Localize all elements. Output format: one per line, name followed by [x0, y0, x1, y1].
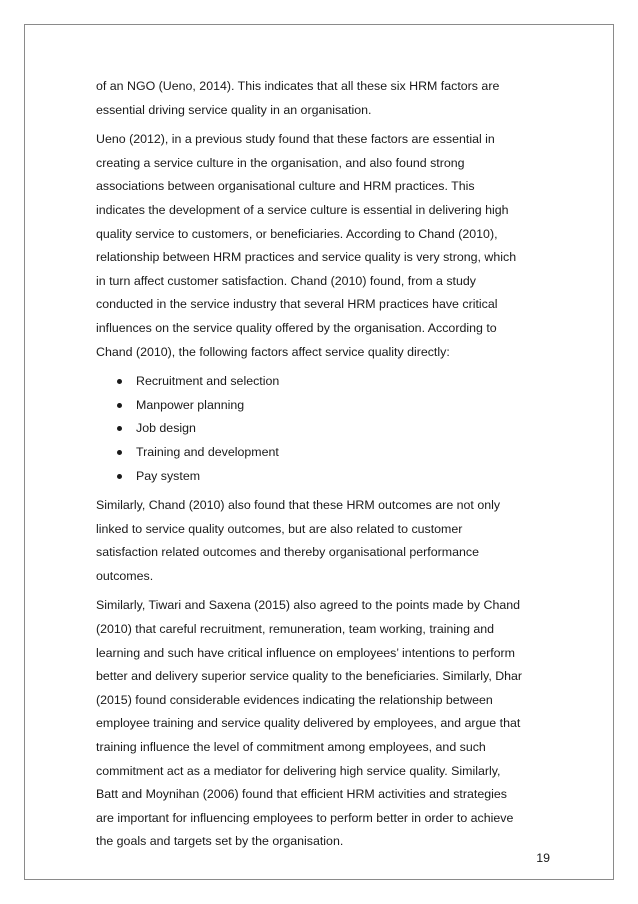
- bullet-icon: [117, 450, 122, 455]
- text-line: essential driving service quality in an organisation.: [96, 102, 372, 117]
- text-line: indicates the development of a service culture is essential in delivering high: [96, 202, 509, 217]
- text-line: associations between organisational culture and HRM practices. This: [96, 179, 475, 194]
- bullet-icon: [117, 403, 122, 408]
- list-item-text: Job design: [136, 421, 196, 436]
- list-item: [96, 465, 546, 489]
- text-line: (2010) that careful recruitment, remuneration, team working, training and: [96, 622, 495, 637]
- text-line: learning and such have critical influence on employees’ intentions to perform: [96, 645, 515, 660]
- text-line: employee training and service quality delivered by employees, and argue that: [96, 716, 521, 731]
- text-line: quality service to customers, or beneficiaries. According to Chand (2010),: [96, 226, 498, 241]
- list-item: [96, 417, 546, 441]
- list-item-text: Recruitment and selection: [136, 374, 280, 389]
- bullet-icon: [117, 474, 122, 479]
- text-line: better and delivery superior service quality to the beneficiaries. Similarly, Dhar: [96, 669, 523, 684]
- paragraph-ueno-2012: [96, 128, 546, 364]
- text-line: creating a service culture in the organisation, and also found strong: [96, 155, 465, 170]
- paragraph-chand-outcomes: [96, 494, 546, 588]
- text-line: (2015) found considerable evidences indicating the relationship between: [96, 692, 493, 707]
- text-line: Batt and Moynihan (2006) found that efficient HRM activities and strategies: [96, 787, 507, 802]
- text-line: linked to service quality outcomes, but are also related to customer: [96, 521, 463, 536]
- text-line: relationship between HRM practices and service quality is very strong, which: [96, 250, 517, 265]
- bullet-icon: [117, 379, 122, 384]
- list-item-text: Training and development: [136, 444, 279, 459]
- text-line: conducted in the service industry that several HRM practices have critical: [96, 297, 498, 312]
- list-item: [96, 441, 546, 465]
- list-item-text: Pay system: [136, 468, 201, 483]
- text-line: Similarly, Tiwari and Saxena (2015) also agreed to the points made by Chand: [96, 598, 521, 613]
- text-line: Ueno (2012), in a previous study found that these factors are essential in: [96, 132, 495, 147]
- paragraph-tiwari-saxena: [96, 594, 546, 854]
- text-line: the goals and targets set by the organisation.: [96, 834, 344, 849]
- paragraph-continuation: [96, 75, 546, 122]
- text-line: satisfaction related outcomes and thereby organisational performance: [96, 545, 479, 560]
- list-item-text: Manpower planning: [136, 397, 245, 412]
- text-line: training influence the level of commitment among employees, and such: [96, 740, 486, 755]
- text-line: in turn affect customer satisfaction. Chand (2010) found, from a study: [96, 273, 476, 288]
- text-line: Chand (2010), the following factors affect service quality directly:: [96, 344, 450, 359]
- page-number: 19: [536, 851, 550, 865]
- bullet-icon: [117, 426, 122, 431]
- text-line: outcomes.: [96, 568, 154, 583]
- text-line: of an NGO (Ueno, 2014). This indicates that all these six HRM factors are: [96, 79, 500, 93]
- list-item: [96, 394, 546, 418]
- text-line: are important for influencing employees to perform better in order to achieve: [96, 810, 514, 825]
- list-item: [96, 370, 546, 394]
- factor-list: [96, 370, 546, 488]
- text-line: Similarly, Chand (2010) also found that these HRM outcomes are not only: [96, 498, 501, 513]
- text-line: commitment act as a mediator for delivering high service quality. Similarly,: [96, 763, 501, 778]
- document-body: [96, 75, 546, 854]
- text-line: influences on the service quality offered by the organisation. According to: [96, 320, 497, 335]
